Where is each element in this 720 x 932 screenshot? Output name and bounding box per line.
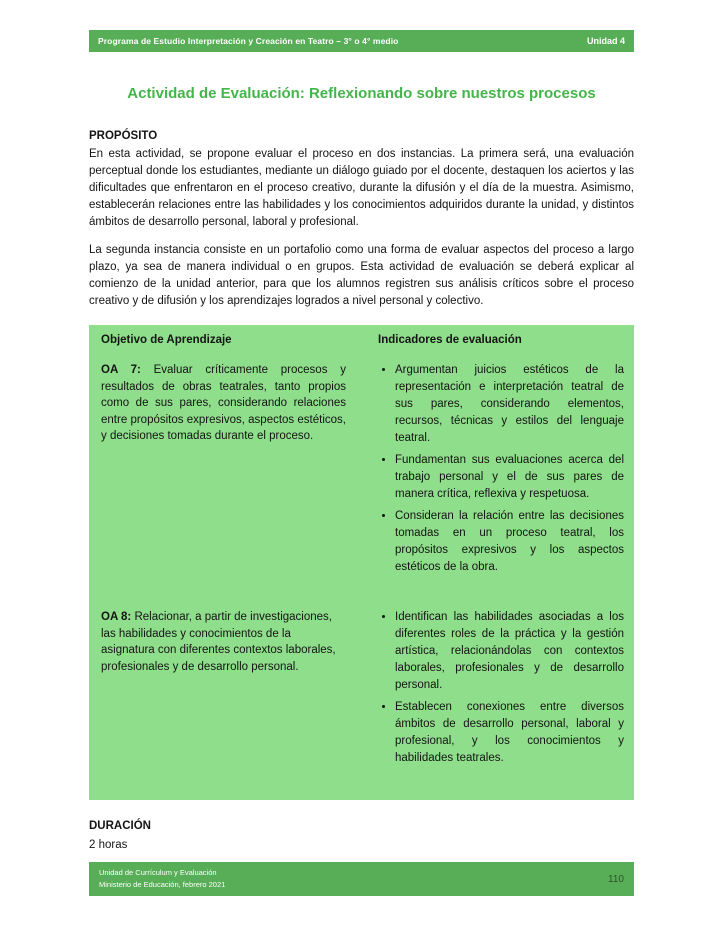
page-title: Actividad de Evaluación: Reflexionando sobre nuestros procesos [127, 85, 596, 102]
indicator-item: • Argumentan juicios estéticos de la representación e interpretación teatral de sus pares, considerando elementos, recursos, técnicas y estilos del lenguaje teatral. [395, 362, 624, 447]
indicator-item: • Fundamentan sus evaluaciones acerca del trabajo personal y el de sus pares de manera crítica, reflexiva y respetuosa. [395, 452, 624, 503]
oa8-indicators-list [378, 609, 624, 767]
table-header-objetivo: Objetivo de Aprendizaje [101, 334, 232, 346]
proposito-paragraph-2: La segunda instancia consiste en un portafolio como una forma de evaluar aspectos del proceso a largo plazo, ya sea de manera individual o en grupos. Esta actividad de evaluación se deberá explicar al comienzo de la unidad anterior, para que los alumnos registren sus análisis críticos sobre el proceso creativo y de difusión y los aprendizajes logrados a nivel personal y colectivo. [89, 244, 634, 307]
page-content [89, 0, 634, 851]
footer-credits [99, 867, 225, 891]
footer-bar [89, 862, 634, 896]
header-program-title: Programa de Estudio Interpretación y Creación en Teatro – 3° o 4° medio [98, 36, 399, 46]
footer-line-2: Ministerio de Educación, febrero 2021 [99, 880, 226, 889]
table-header-indicadores: Indicadores de evaluación [378, 334, 522, 346]
proposito-heading: PROPÓSITO [89, 130, 158, 142]
indicator-item: • Consideran la relación entre las decisiones tomadas en un proceso teatral, los propósitos expresivos y los aspectos estéticos de la obra. [395, 508, 624, 576]
oa7-label: OA 7: [101, 364, 141, 376]
oa8-indicators-cell [362, 581, 634, 772]
duracion-heading: DURACIÓN [89, 820, 151, 832]
oa8-text: Relacionar, a partir de investigaciones, las habilidades y conocimientos de la asignatura con diferentes contextos laborales, profesionales y de desarrollo personal. [101, 611, 336, 673]
oa7-text: Evaluar críticamente procesos y resultados de obras teatrales, tanto propios como de sus pares, considerando relaciones entre propósitos expresivos, aspectos estéticos, y decisiones tomadas durante el proceso. [101, 364, 346, 442]
header-bar [89, 30, 634, 52]
duracion-value: 2 horas [89, 839, 128, 851]
indicator-item: • Identifican las habilidades asociadas a los diferentes roles de la práctica y la gestión artística, relacionándolas con contextos laborales, profesionales y de desarrollo personal. [395, 609, 624, 694]
oa7-indicators-cell [362, 346, 634, 581]
page-number: 110 [608, 873, 624, 885]
proposito-paragraph-1: En esta actividad, se propone evaluar el proceso en dos instancias. La primera será, una evaluación perceptual donde los estudiantes, mediante un diálogo guiado por el docente, destaquen los aciertos y las dificultades que enfrentaron en el proceso creativo, durante la difusión y el día de la muestra. Asimismo, establecerán relaciones entre las habilidades y los conocimientos adquiridos durante la unidad, y distintos ámbitos de desarrollo personal, laboral y profesional. [89, 148, 634, 228]
oa8-label: OA 8: [101, 611, 132, 623]
oa7-cell [89, 346, 362, 581]
oa8-cell [89, 581, 362, 772]
objectives-indicators-table [89, 325, 634, 800]
indicator-item: • Establecen conexiones entre diversos ámbitos de desarrollo personal, laboral y profesional, y los conocimientos y habilidades teatrales. [395, 699, 624, 767]
header-unit-label: Unidad 4 [586, 36, 625, 46]
oa7-indicators-list [378, 362, 624, 576]
footer-line-1: Unidad de Currículum y Evaluación [99, 868, 217, 877]
